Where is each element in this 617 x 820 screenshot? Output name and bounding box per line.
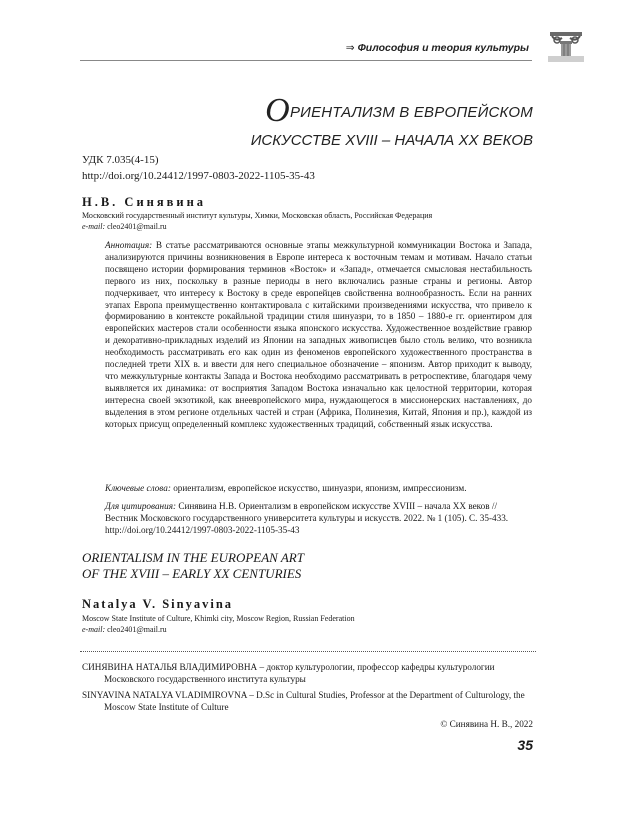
section-title: Философия и теория культуры [357, 42, 529, 54]
email-ru [82, 222, 167, 231]
header-rule [80, 60, 532, 61]
article-title-ru [251, 92, 533, 149]
keywords [105, 483, 532, 495]
email-en [82, 625, 167, 634]
keywords-text: ориентализм, европейское искусство, шинуазри, японизм, импрессионизм. [173, 483, 467, 493]
author-bio-ru [82, 661, 534, 685]
udc-code: УДК 7.035(4-15) [82, 154, 159, 166]
arrow-icon: ⇒ [345, 42, 355, 54]
abstract [105, 240, 532, 431]
affiliation-en: Moscow State Institute of Culture, Khimki city, Moscow Region, Russian Federation [82, 614, 355, 623]
dotted-divider [80, 651, 536, 652]
author-name-ru: Н.В. Синявина [82, 195, 207, 209]
citation-label: Для цитирования: [105, 501, 177, 511]
title-en-line1: ORIENTALISM IN THE EUROPEAN ART [82, 550, 304, 565]
abstract-text: В статье рассматриваются основные этапы межкультурной коммуникации Востока и Запада, анализируются причины возникновения в Европе интереса к восточным темам и мотивам. Начало статьи посвящено истории формирования терминов «Восток» и «Запад», отмечается смысловая нестабильность первого из них, поскольку в разные периоды в него включались разные страны и регионы. Автор подчеркивает, что интересу к Востоку в среде европейцев свойственна волнообразность. Если на ранних этапах Европа преимущественно контактировала с китайскими произведениями искусства, что привело к формированию в контексте рокайльной традиции стиля шинуазри, то в 1850 – 1880-е гг. ориентиром для европейских мастеров стали особенности языка японского искусства. Художественное воздействие гравюр и декоративно-прикладных изделий из Японии на западных живописцев было столь велико, что возникла необходимость рассматривать его как один из феноменов европейского художественного пространства в последней трети XIX в. и ввести для него специальное обозначение – японизм. Автор приходит к выводу, что межкультурные контакты Запада и Востока необходимо рассматривать в ретроспективе, благодаря чему выявляется их динамика: от восприятия Западом Востока изначально как целостной территории, которая интересна своей экзотикой, как внеевропейского мира, нуждающегося в миссионерских наставлениях, до выделения в этом регионе отдельных частей и стран (Африка, Полинезия, Китай, Япония и пр.), каждой из которых присущ определенный комплекс художественных традиций, собственный язык искусства. [105, 240, 532, 429]
email-address[interactable]: cleo2401@mail.ru [107, 222, 167, 231]
article-title-en [82, 550, 304, 582]
email-label: e-mail: [82, 222, 106, 231]
section-header [346, 42, 529, 54]
title-en-line2: OF THE XVIII – EARLY XX CENTURIES [82, 566, 302, 581]
author-name-en: Natalya V. Sinyavina [82, 597, 234, 611]
citation-text: Синявина Н.В. Ориентализм в европейском искусстве XVIII – начала XX веков // Вестник Московского государственного университета культуры и искусств. 2022. № 1 (105). С. 35-433. http://doi.org/10.24412/1997-0803-2022-1105-35-43 [105, 501, 509, 535]
doi-link[interactable]: http://doi.org/10.24412/1997-0803-2022-1105-35-43 [82, 170, 315, 182]
copyright: © Синявина Н. В., 2022 [440, 719, 533, 729]
title-dropcap: О [265, 92, 290, 129]
keywords-label: Ключевые слова: [105, 483, 171, 493]
title-ru-line2: ИСКУССТВЕ XVIII – НАЧАЛА XX ВЕКОВ [250, 132, 533, 149]
page-number: 35 [517, 737, 533, 753]
title-ru-line1: РИЕНТАЛИЗМ В ЕВРОПЕЙСКОМ [289, 104, 533, 121]
email-label: e-mail: [82, 625, 106, 634]
author-bio-en [82, 689, 534, 713]
affiliation-ru: Московский государственный институт культуры, Химки, Московская область, Российская Федерация [82, 211, 433, 220]
email-address[interactable]: cleo2401@mail.ru [107, 625, 167, 634]
column-capital-icon [548, 26, 584, 62]
bio-en-text: SINYAVINA NATALYA VLADIMIROVNA – D.Sc in Cultural Studies, Professor at the Department of Culturology, the Moscow State Institute of Culture [82, 690, 525, 712]
bio-ru-text: СИНЯВИНА НАТАЛЬЯ ВЛАДИМИРОВНА – доктор культурологии, профессор кафедры культурологии Московского государственного института культуры [82, 662, 495, 684]
citation [105, 501, 532, 537]
abstract-label: Аннотация: [105, 240, 153, 250]
